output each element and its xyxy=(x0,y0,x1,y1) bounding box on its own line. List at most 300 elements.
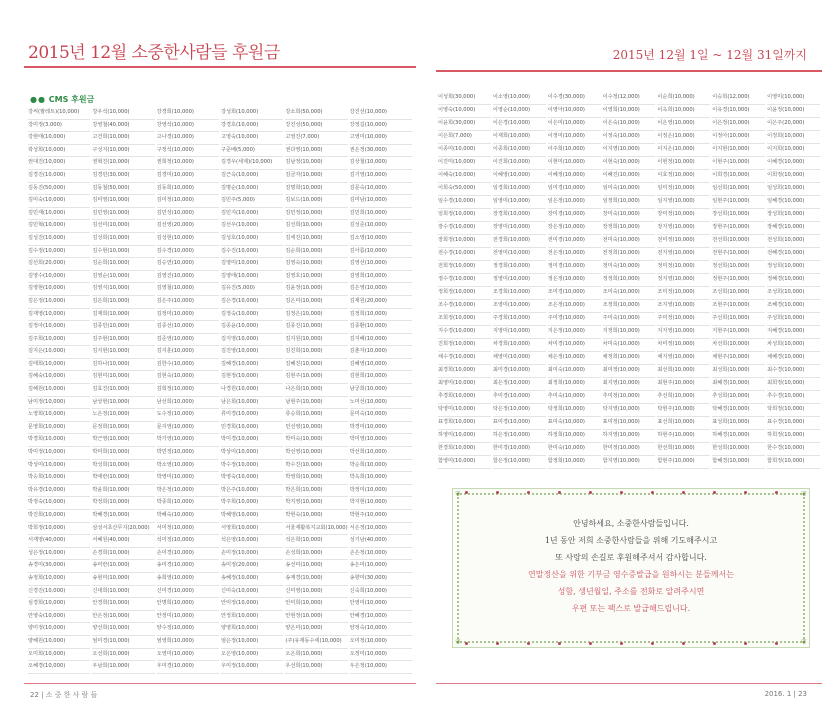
donor-entry: 지현주(10,000) xyxy=(712,326,765,339)
donor-entry: 채현주(10,000) xyxy=(712,352,765,365)
donor-entry: 박수정(10,000) xyxy=(221,460,283,473)
donor-entry: 김지은(10,000) xyxy=(28,346,90,359)
donor-entry: 함지영(10,000) xyxy=(603,456,656,469)
donor-entry: 하지영(10,000) xyxy=(603,430,656,443)
berry-ornament-icon xyxy=(620,491,623,494)
berry-ornament-icon xyxy=(775,491,778,494)
donor-entry: 김영순(10,000) xyxy=(92,271,154,284)
donor-entry: 최정희(10,000) xyxy=(548,378,601,391)
title-rule-right xyxy=(436,70,822,72)
donor-entry: 김동철(50,000) xyxy=(92,183,154,196)
donor-entry: 손경희(10,000) xyxy=(92,548,154,561)
donor-entry: 석미정(10,000) xyxy=(157,535,219,548)
donor-entry: 장미정(10,000) xyxy=(657,209,710,222)
donor-entry: 이현숙(10,000) xyxy=(603,157,656,170)
donor-entry: 김희정(10,000) xyxy=(157,384,219,397)
donor-entry: 표미정(10,000) xyxy=(603,417,656,430)
donor-entry: 김성희(10,000) xyxy=(92,233,154,246)
donor-entry: 조희정(10,000) xyxy=(438,313,491,326)
donor-entry: 송미정(20,000) xyxy=(221,560,283,573)
notice-line: 1년 동안 저희 소중한사람들을 위해 기도해주시고 xyxy=(544,536,718,545)
donor-entry: 김현정(10,000) xyxy=(221,371,283,384)
donor-entry: 김경미(10,000) xyxy=(157,170,219,183)
donor-entry: 지정희(10,000) xyxy=(603,326,656,339)
berry-ornament-icon xyxy=(465,642,468,645)
donor-entry: 송선미(10,000) xyxy=(285,560,347,573)
donor-entry: 임경희(10,000) xyxy=(493,183,546,196)
donor-entry: 고영진(7,000) xyxy=(285,132,347,145)
donor-entry: 강현태(10,000) xyxy=(28,132,90,145)
donor-entry: 김진희(10,000) xyxy=(285,346,347,359)
donor-entry: 신미경(10,000) xyxy=(157,586,219,599)
donor-entry: 장정희(10,000) xyxy=(603,222,656,235)
donor-entry: 탁혜경(10,000) xyxy=(712,404,765,417)
donor-entry: 주선희(10,000) xyxy=(712,313,765,326)
donor-entry: 우선희(10,000) xyxy=(285,661,347,674)
donor-entry: 이은영(10,000) xyxy=(657,118,710,131)
donor-entry: 채은정(10,000) xyxy=(548,352,601,365)
berry-ornament-icon xyxy=(558,491,561,494)
donor-entry: 김종진(10,000) xyxy=(285,321,347,334)
donor-entry: 함영미(10,000) xyxy=(438,456,491,469)
donor-entry: 정미숙(10,000) xyxy=(603,261,656,274)
donor-entry: 최혜경(10,000) xyxy=(712,378,765,391)
berry-ornament-icon xyxy=(713,491,716,494)
donor-entry: 양영희(10,000) xyxy=(221,623,283,636)
berry-ornament-icon xyxy=(465,491,468,494)
donor-entry: 최지영(10,000) xyxy=(603,378,656,391)
donor-entry: 조정희(10,000) xyxy=(603,300,656,313)
donor-entry: 최희정(10,000) xyxy=(767,378,820,391)
berry-ornament-icon xyxy=(558,642,561,645)
donor-entry: 장성희(10,000) xyxy=(767,209,820,222)
donor-entry: 이영아(10,000) xyxy=(548,105,601,118)
donor-entry: 차미경(10,000) xyxy=(548,339,601,352)
donor-entry: 하은정(10,000) xyxy=(493,430,546,443)
donor-entry: 이희정(10,000) xyxy=(767,170,820,183)
donor-entry: 엄미경(10,000) xyxy=(92,636,154,649)
donor-entry: 김혜숙(10,000) xyxy=(28,371,90,384)
donor-grid-left xyxy=(28,107,412,674)
donor-entry: 김한수(10,000) xyxy=(157,359,219,372)
donor-entry: 김종윤(10,000) xyxy=(221,321,283,334)
donor-entry: 임혜경(10,000) xyxy=(767,196,820,209)
donor-entry: 박정희(10,000) xyxy=(92,497,154,510)
donor-entry: 오영미(10,000) xyxy=(157,649,219,662)
donor-entry: 박현숙(10,000) xyxy=(285,510,347,523)
donor-entry: 노은정(10,000) xyxy=(92,409,154,422)
donor-entry: 박애란(10,000) xyxy=(92,472,154,485)
page-title: 2015년 12월 소중한사람들 후원금 xyxy=(28,43,280,63)
donor-entry: 이수경(30,000) xyxy=(548,92,601,105)
donor-entry: 오정미(10,000) xyxy=(350,649,412,662)
donor-entry: 함은정(10,000) xyxy=(493,456,546,469)
donor-entry: 이영희(10,000) xyxy=(603,105,656,118)
donor-entry: 김재영(10,000) xyxy=(28,309,90,322)
donor-entry: 김은영(10,000) xyxy=(350,283,412,296)
donor-entry: 전정희(10,000) xyxy=(603,248,656,261)
donor-entry: 김수진(10,000) xyxy=(221,246,283,259)
donor-entry: 곽성희(10,000) xyxy=(28,145,90,158)
donor-entry: 김선영(20,000) xyxy=(157,220,219,233)
donor-entry: 정미정(10,000) xyxy=(657,261,710,274)
donor-entry: 주미정(10,000) xyxy=(657,313,710,326)
donor-entry: 장미숙(10,000) xyxy=(603,209,656,222)
donor-entry: 오선희(10,000) xyxy=(92,649,154,662)
donor-entry: 송은미(10,000) xyxy=(350,560,412,573)
donor-entry: 조선희(10,000) xyxy=(712,287,765,300)
berry-ornament-icon xyxy=(496,642,499,645)
donor-entry: 박희정(10,000) xyxy=(28,523,90,536)
donor-entry: 안미정(10,000) xyxy=(221,598,283,611)
donor-entry: 양은미(10,000) xyxy=(285,623,347,636)
donor-entry: 김정미(10,000) xyxy=(157,309,219,322)
donor-entry: 이성희(30,000) xyxy=(438,92,491,105)
donor-entry: 박선희(10,000) xyxy=(350,447,412,460)
donor-entry: 김민성(10,000) xyxy=(157,208,219,221)
donor-entry: 강정길(10,000) xyxy=(350,120,412,133)
donor-entry: 박미경(10,000) xyxy=(221,434,283,447)
donor-entry: 최영미(10,000) xyxy=(438,378,491,391)
donor-entry: 최현주(10,000) xyxy=(657,378,710,391)
donor-entry: 박주희(10,000) xyxy=(221,497,283,510)
donor-entry: 채정희(10,000) xyxy=(603,352,656,365)
donor-entry: 양정숙(10,000) xyxy=(350,623,412,636)
donor-entry: 삼성서초산무지(20,000) xyxy=(92,523,154,536)
donor-entry: 김영숙(10,000) xyxy=(285,258,347,271)
donor-entry: 서미정(10,000) xyxy=(157,523,219,536)
notice-box xyxy=(452,488,810,648)
donor-entry: 박혜경(10,000) xyxy=(92,510,154,523)
donor-entry: 송재경(10,000) xyxy=(285,573,347,586)
donor-entry: 차미숙(10,000) xyxy=(603,339,656,352)
donor-entry: 추미숙(10,000) xyxy=(548,391,601,404)
donor-entry: 김주현(10,000) xyxy=(92,334,154,347)
donor-entry: 한수경(10,000) xyxy=(767,443,820,456)
donor-entry: 김선희(20,000) xyxy=(28,258,90,271)
donor-entry: 이혜영(10,000) xyxy=(493,170,546,183)
donor-entry: 조은정(10,000) xyxy=(548,300,601,313)
donor-entry: 송미란(10,000) xyxy=(92,560,154,573)
donor-entry: 김정희(10,000) xyxy=(350,309,412,322)
donor-entry: 박옥희(10,000) xyxy=(350,472,412,485)
donor-entry: 김근옥(10,000) xyxy=(221,170,283,183)
donor-entry: 강미정(3,000) xyxy=(28,120,90,133)
notice-line: 성함, 생년월일, 주소를 전화로 알려주시면 xyxy=(557,587,705,596)
donor-entry: 정미경(10,000) xyxy=(548,261,601,274)
donor-entry: 이현미(10,000) xyxy=(548,157,601,170)
donor-entry: 주경희(10,000) xyxy=(493,313,546,326)
donor-entry: 엄은정(10,000) xyxy=(221,636,283,649)
donor-entry: 이정숙(10,000) xyxy=(603,131,656,144)
donor-entry: 박은희(10,000) xyxy=(285,485,347,498)
donor-entry: 김은경(10,000) xyxy=(221,296,283,309)
donor-entry: 조혜경(10,000) xyxy=(767,300,820,313)
donor-entry: 심경희(10,000) xyxy=(28,598,90,611)
donor-entry: 김혜진(10,000) xyxy=(285,359,347,372)
donor-entry: 손미정(10,000) xyxy=(221,548,283,561)
berry-ornament-icon xyxy=(682,642,685,645)
donor-entry: 남은희(10,000) xyxy=(221,397,283,410)
donor-entry: 탁희정(10,000) xyxy=(767,404,820,417)
donor-entry: 표미숙(10,000) xyxy=(548,417,601,430)
donor-entry: 주미경(10,000) xyxy=(548,313,601,326)
donor-entry: 고영숙(10,000) xyxy=(221,132,283,145)
donor-entry: 이주희(10,000) xyxy=(548,144,601,157)
donor-entry: 임선희(10,000) xyxy=(712,183,765,196)
donor-entry: 이영숙(10,000) xyxy=(438,105,491,118)
donor-entry: 이지희(10,000) xyxy=(767,144,820,157)
donor-entry: 이희숙(50,000) xyxy=(438,183,491,196)
donor-entry: 조영미(10,000) xyxy=(493,300,546,313)
donor-entry: 양혜원(10,000) xyxy=(28,636,90,649)
donor-entry: 강경희(10,000) xyxy=(157,107,219,120)
donor-entry: 최미숙(10,000) xyxy=(548,365,601,378)
donor-entry: 신미영(10,000) xyxy=(285,586,347,599)
donor-entry: 안미희(10,000) xyxy=(285,598,347,611)
donor-entry: 오은영(10,000) xyxy=(221,649,283,662)
donor-entry: 박영미(10,000) xyxy=(157,472,219,485)
donor-entry: 강진성(50,000) xyxy=(285,120,347,133)
donor-entry: 전선희(10,000) xyxy=(712,235,765,248)
berry-ornament-icon xyxy=(682,491,685,494)
donor-entry: 석은희(10,000) xyxy=(285,535,347,548)
donor-entry: 탁은정(10,000) xyxy=(493,404,546,417)
donor-entry: 임성희(10,000) xyxy=(767,183,820,196)
donor-entry: 강성희(10,000) xyxy=(221,107,283,120)
donor-entry: 이혜숙(10,000) xyxy=(438,170,491,183)
donor-entry: 안현정(10,000) xyxy=(285,611,347,624)
donor-entry: 정정희(10,000) xyxy=(603,274,656,287)
donor-entry: 강소희(50,000) xyxy=(285,107,347,120)
bottom-rule-right xyxy=(436,683,822,684)
donor-entry: 이종미(10,000) xyxy=(438,144,491,157)
donor-entry: 박근영(10,000) xyxy=(92,434,154,447)
donor-entry: 주미숙(10,000) xyxy=(603,313,656,326)
donor-entry: 김민희(10,000) xyxy=(350,208,412,221)
donor-entry: 함정희(10,000) xyxy=(548,456,601,469)
donor-entry: 김승연(10,000) xyxy=(157,258,219,271)
donor-entry: 안경희(10,000) xyxy=(92,598,154,611)
folio-right: 2016. 1 | 23 xyxy=(764,690,807,698)
donor-entry: 서재영(40,000) xyxy=(28,535,90,548)
donor-entry: 이지현(10,000) xyxy=(712,144,765,157)
donor-entry: 표경희(10,000) xyxy=(438,417,491,430)
donor-entry: 임정희(10,000) xyxy=(603,196,656,209)
donor-entry: 서영희(10,000) xyxy=(221,523,283,536)
donor-entry: 김민영(10,000) xyxy=(92,208,154,221)
donor-entry: 김수현(10,000) xyxy=(92,246,154,259)
donor-entry: 김영호(10,000) xyxy=(285,271,347,284)
donor-entry: 김성현(10,000) xyxy=(157,233,219,246)
donor-entry: 김경우(세제)(10,000) xyxy=(221,157,283,170)
donor-entry: 성기남(40,000) xyxy=(350,535,412,548)
donor-entry: 남상현(10,000) xyxy=(92,397,154,410)
donor-entry: 김명순(10,000) xyxy=(221,183,283,196)
donor-entry: 박정미(10,000) xyxy=(350,485,412,498)
donor-entry: 이지은(10,000) xyxy=(657,144,710,157)
donor-entry: 탁현주(10,000) xyxy=(657,404,710,417)
donor-entry: 서은정(10,000) xyxy=(350,523,412,536)
donor-entry: 김영미(10,000) xyxy=(221,258,283,271)
donor-entry: 김유진(5,000) xyxy=(221,283,283,296)
donor-entry: 이현정(10,000) xyxy=(657,157,710,170)
donor-entry: 안정희(10,000) xyxy=(221,611,283,624)
berry-ornament-icon xyxy=(496,491,499,494)
donor-entry: 고영미(10,000) xyxy=(350,132,412,145)
donor-entry: 강씨(팔레트)(10,000) xyxy=(28,107,90,120)
donor-entry: 김선희(10,000) xyxy=(285,220,347,233)
donor-entry: 박상미(10,000) xyxy=(221,447,283,460)
donor-entry: 한선희(10,000) xyxy=(657,443,710,456)
donor-entry: 김미숙(10,000) xyxy=(28,195,90,208)
donor-entry: 장경희(10,000) xyxy=(493,209,546,222)
donor-entry: 박정숙(10,000) xyxy=(28,497,90,510)
donor-entry: 우남희(10,000) xyxy=(92,661,154,674)
bullet-icon: ●● xyxy=(30,95,46,104)
donor-entry: 이종희(10,000) xyxy=(493,144,546,157)
donor-entry: 안은정(10,000) xyxy=(92,611,154,624)
donor-entry: 정선희(10,000) xyxy=(712,261,765,274)
donor-entry: 조미경(10,000) xyxy=(548,287,601,300)
donor-entry: (주)유재동수세(10,000) xyxy=(285,636,347,649)
donor-entry: 정수경(10,000) xyxy=(438,274,491,287)
donor-entry: 신경진(10,000) xyxy=(28,586,90,599)
donor-entry: 임은정(10,000) xyxy=(548,196,601,209)
donor-entry: 한성희(10,000) xyxy=(712,443,765,456)
donor-entry: 김태희(10,000) xyxy=(28,359,90,372)
donor-entry: 김성호(10,000) xyxy=(221,233,283,246)
donor-entry: 정희정(10,000) xyxy=(438,287,491,300)
donor-entry: 김현희(10,000) xyxy=(350,371,412,384)
donor-entry: 이윤희(30,000) xyxy=(438,118,491,131)
donor-entry: 한미숙(10,000) xyxy=(548,443,601,456)
berry-ornament-icon xyxy=(775,642,778,645)
donor-entry: 안명희(10,000) xyxy=(157,598,219,611)
donor-entry: 전미숙(10,000) xyxy=(603,235,656,248)
donor-entry: 전경희(10,000) xyxy=(493,235,546,248)
donor-entry: 김영진(10,000) xyxy=(157,271,219,284)
donor-entry: 전희정(10,000) xyxy=(438,261,491,274)
donor-entry: 손은정(10,000) xyxy=(350,548,412,561)
donor-entry: 김정숙(10,000) xyxy=(221,309,283,322)
donor-entry: 박선영(10,000) xyxy=(285,447,347,460)
donor-entry: 양미정(10,000) xyxy=(28,623,90,636)
donor-entry: 강우석(10,000) xyxy=(92,107,154,120)
donor-entry: 장은정(10,000) xyxy=(548,222,601,235)
bottom-rule-left xyxy=(24,683,416,684)
donor-entry: 김영태(10,000) xyxy=(221,271,283,284)
donor-entry: 이소영(10,000) xyxy=(493,92,546,105)
donor-entry: 김영식(10,000) xyxy=(92,283,154,296)
donor-entry: 김현주(10,000) xyxy=(285,371,347,384)
donor-entry: 신대희(10,000) xyxy=(92,586,154,599)
donor-entry: 박혜영(10,000) xyxy=(221,510,283,523)
donor-entry: 송현미(10,000) xyxy=(92,573,154,586)
date-range: 2015년 12월 1일 ~ 12월 31일까지 xyxy=(612,48,807,62)
berry-ornament-icon xyxy=(744,491,747,494)
donor-entry: 김상철(10,000) xyxy=(350,157,412,170)
donor-entry: 박지현(10,000) xyxy=(350,497,412,510)
donor-entry: 전지영(10,000) xyxy=(657,248,710,261)
donor-entry: 차경희(10,000) xyxy=(493,339,546,352)
berry-ornament-icon xyxy=(527,642,530,645)
donor-entry: 박경희(10,000) xyxy=(28,434,90,447)
donor-entry: 지수경(10,000) xyxy=(438,326,491,339)
donor-entry: 박현주(10,000) xyxy=(350,510,412,523)
donor-entry: 안영숙(10,000) xyxy=(28,611,90,624)
donor-entry: 장미경(10,000) xyxy=(548,209,601,222)
donor-entry: 김남정(10,000) xyxy=(285,157,347,170)
donor-entry: 이은미(10,000) xyxy=(548,118,601,131)
donor-entry: 조미숙(10,000) xyxy=(603,287,656,300)
donor-entry: 남현주(10,000) xyxy=(285,397,347,410)
donor-entry: 김지원(10,000) xyxy=(285,334,347,347)
donor-entry: 채수경(10,000) xyxy=(438,352,491,365)
donor-entry: 임현주(10,000) xyxy=(712,196,765,209)
donor-entry: 김성준(10,000) xyxy=(350,220,412,233)
donor-entry: 최미경(10,000) xyxy=(493,365,546,378)
donor-entry: 안정미(10,000) xyxy=(157,611,219,624)
donor-entry: 이윤정(10,000) xyxy=(767,105,820,118)
vine-ornament-icon: ❦ xyxy=(801,638,807,646)
donor-entry: 이혜경(10,000) xyxy=(767,157,820,170)
donor-entry: 정지영(10,000) xyxy=(657,274,710,287)
donor-entry: 지혜경(10,000) xyxy=(767,326,820,339)
donor-entry: 박성희(10,000) xyxy=(92,460,154,473)
donor-entry: 전미정(10,000) xyxy=(657,235,710,248)
donor-entry: 김세진(10,000) xyxy=(285,233,347,246)
donor-entry: 채혜경(10,000) xyxy=(767,352,820,365)
donor-entry: 민선영(10,000) xyxy=(285,422,347,435)
donor-entry: 안영미(10,000) xyxy=(350,598,412,611)
donor-entry: 김기영(10,000) xyxy=(350,170,412,183)
donor-entry: 김민혁(10,000) xyxy=(28,220,90,233)
donor-entry: 이혜정(10,000) xyxy=(548,170,601,183)
donor-entry: 이순희(10,000) xyxy=(657,92,710,105)
donor-entry: 한미경(10,000) xyxy=(493,443,546,456)
donor-entry: 정경희(10,000) xyxy=(493,261,546,274)
berry-ornament-icon xyxy=(744,642,747,645)
donor-entry: 장혜경(10,000) xyxy=(767,222,820,235)
donor-entry: 함혜경(10,000) xyxy=(712,456,765,469)
donor-entry: 이옥희(10,000) xyxy=(657,105,710,118)
donor-entry: 추선희(10,000) xyxy=(657,391,710,404)
berry-ornament-icon xyxy=(589,491,592,494)
donor-entry: 이정희(10,000) xyxy=(767,131,820,144)
donor-entry: 박미희(10,000) xyxy=(92,447,154,460)
donor-entry: 권희정(10,000) xyxy=(157,157,219,170)
donor-entry: 김영철(10,000) xyxy=(157,283,219,296)
donor-entry: 진희정(10,000) xyxy=(438,339,491,352)
donor-entry: 김진영(10,000) xyxy=(221,346,283,359)
donor-entry: 전은정(10,000) xyxy=(548,248,601,261)
donor-entry: 박윤희(10,000) xyxy=(92,485,154,498)
donor-entry: 장선희(10,000) xyxy=(712,209,765,222)
donor-entry: 이영미(10,000) xyxy=(767,92,820,105)
donor-entry: 송미경(10,000) xyxy=(157,560,219,573)
donor-entry: 추수경(10,000) xyxy=(767,391,820,404)
donor-entry: 손미경(10,000) xyxy=(157,548,219,561)
donor-entry: 전영미(10,000) xyxy=(493,248,546,261)
donor-entry: 김수경(10,000) xyxy=(157,246,219,259)
donor-entry: 박은정(10,000) xyxy=(157,485,219,498)
donor-entry: 김종환(10,000) xyxy=(350,321,412,334)
donor-entry: 구준배(5,000) xyxy=(221,145,283,158)
donor-entry: 김경민(30,000) xyxy=(92,170,154,183)
donor-entry: 이정아(10,000) xyxy=(712,131,765,144)
donor-entry: 김지혜(10,000) xyxy=(350,334,412,347)
